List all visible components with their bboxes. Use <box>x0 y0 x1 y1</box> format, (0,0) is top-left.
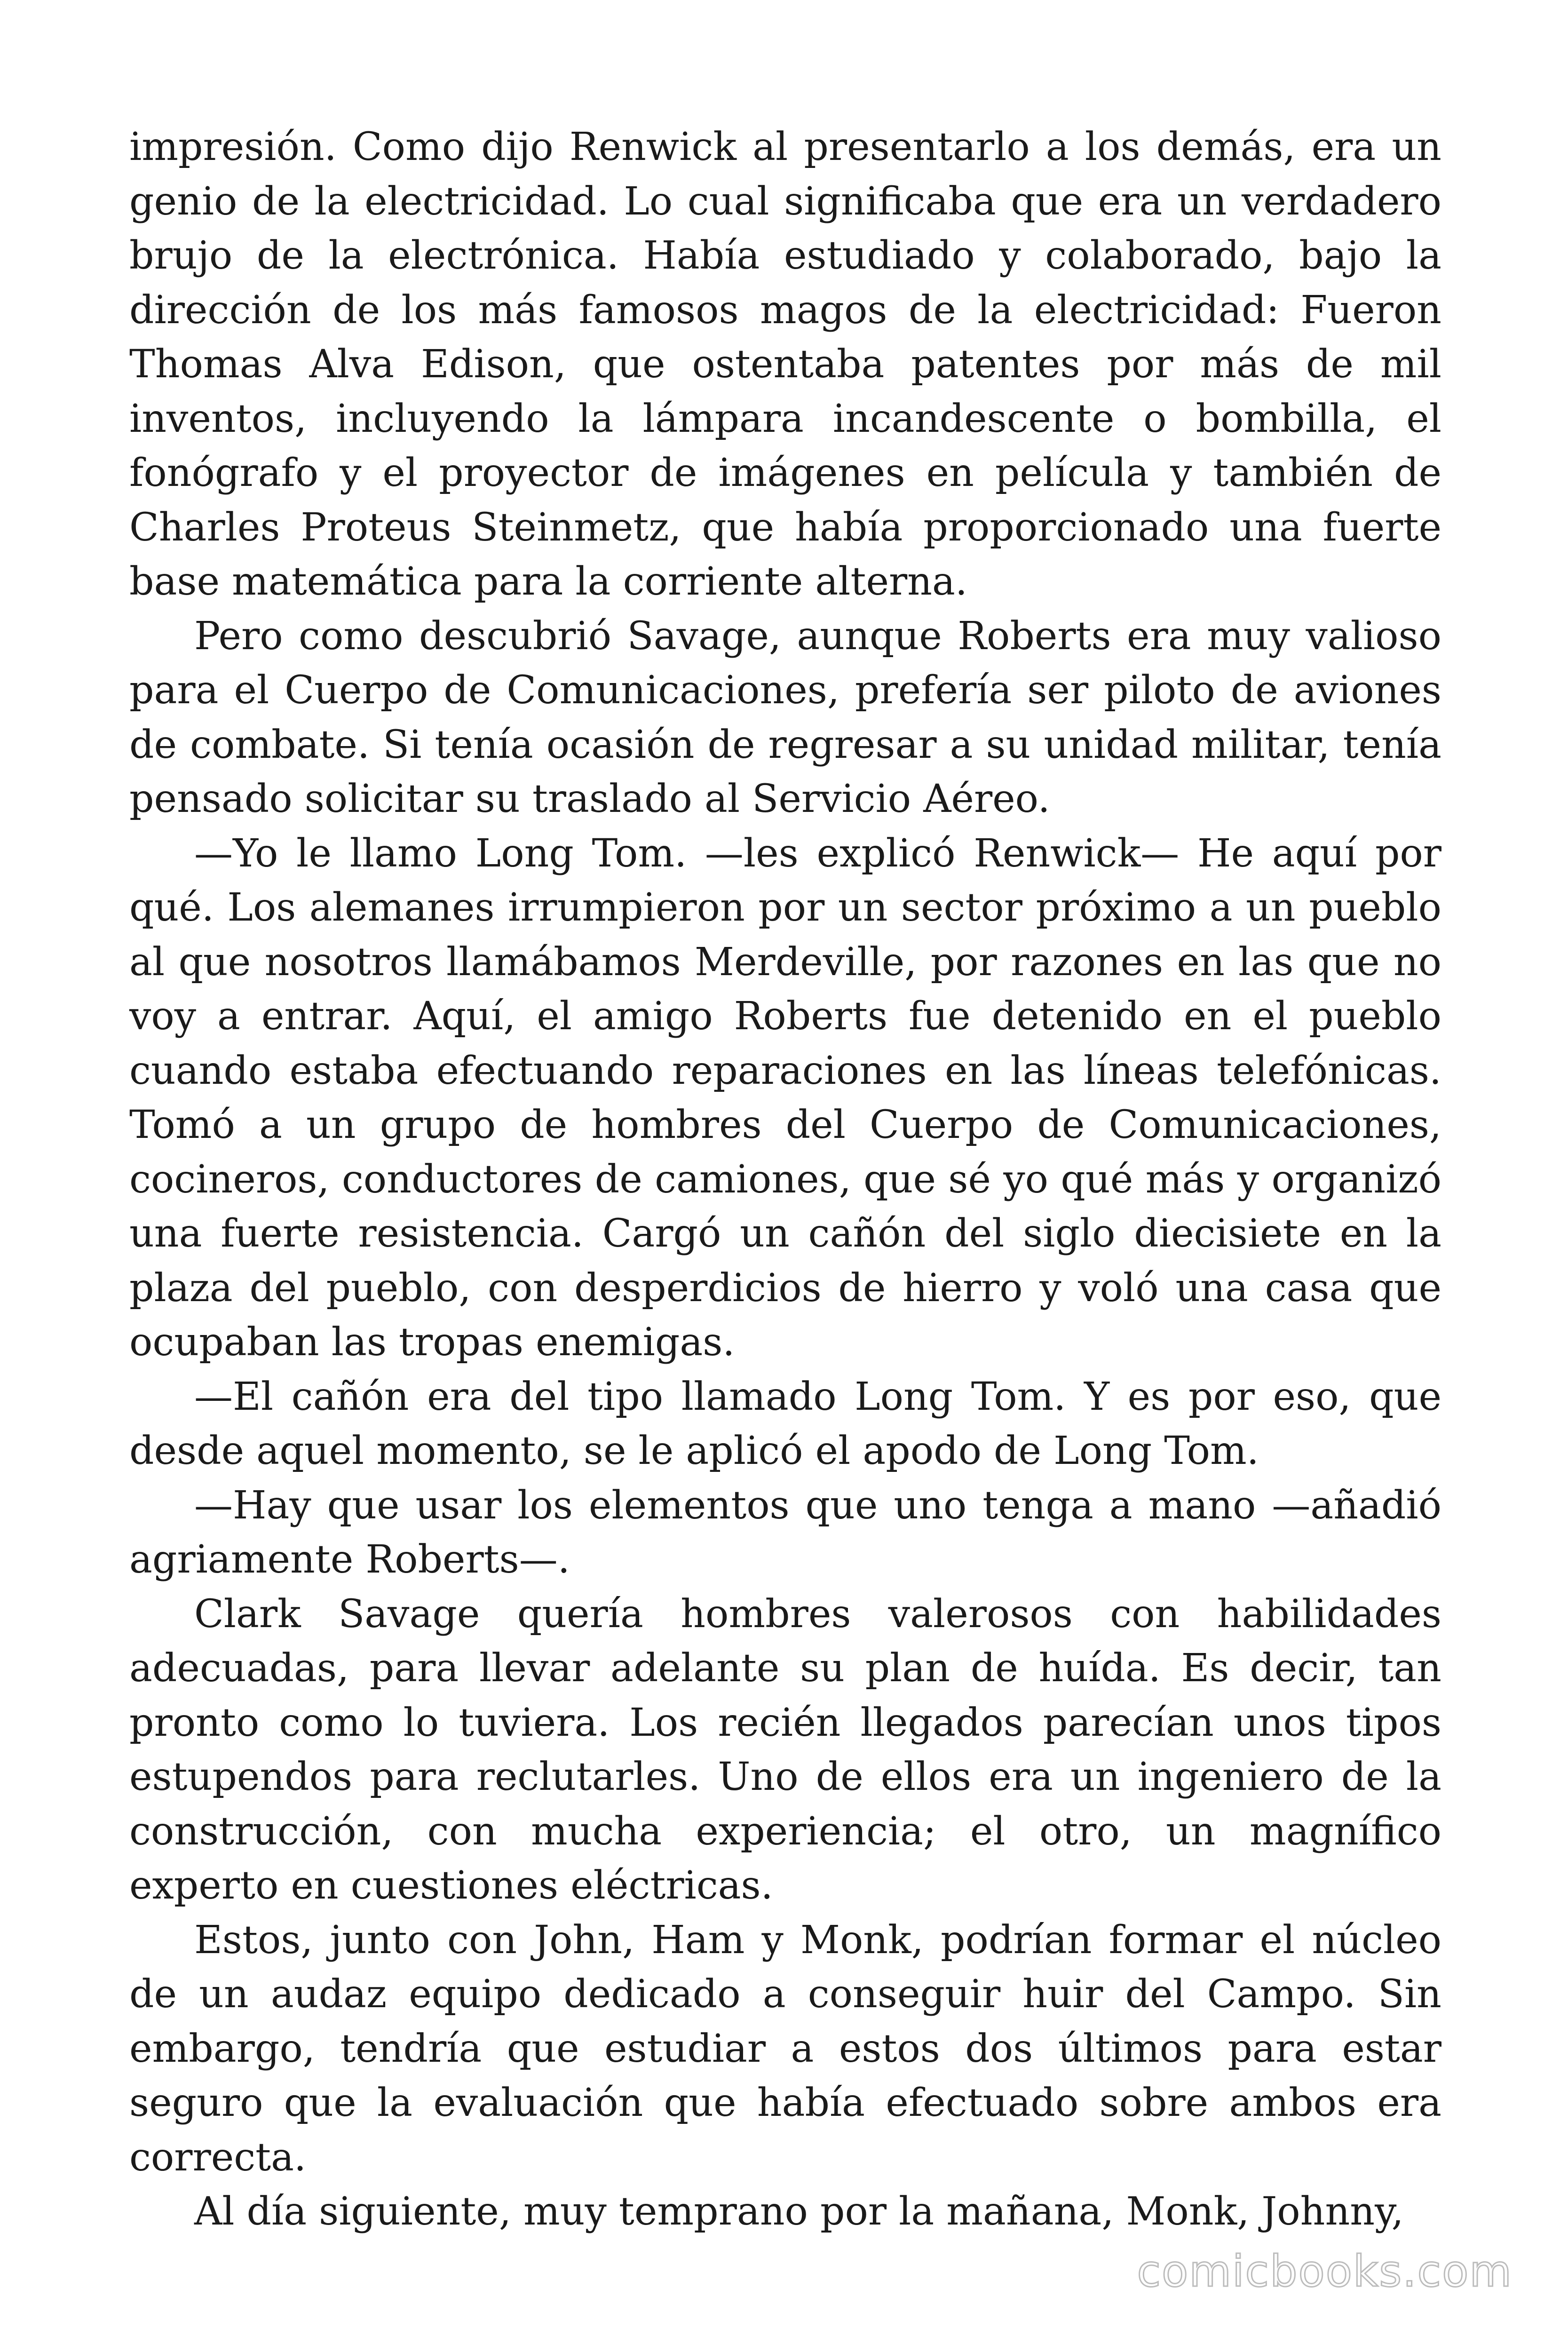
paragraph: —El cañón era del tipo llamado Long Tom. Y es por eso, que desde aquel momento, se le aplicó el apodo de Long Tom. <box>129 1374 1441 1473</box>
body-text <box>129 120 1441 2239</box>
paragraph: Estos, junto con John, Ham y Monk, podrían formar el núcleo de un audaz equipo dedicado a conseguir huir del Campo. Sin embargo, tendría que estudiar a estos dos últimos para estar seguro que la evaluación que había efectuado sobre ambos era correcta. <box>129 1917 1441 2180</box>
paragraph: Al día siguiente, muy temprano por la mañana, Monk, Johnny, <box>194 2189 1404 2234</box>
paragraph: —Yo le llamo Long Tom. —les explicó Renwick— He aquí por qué. Los alemanes irrumpieron por un sector próximo a un pueblo al que nosotros llamábamos Merdeville, por razones en las que no voy a entrar. Aquí, el amigo Roberts fue detenido en el pueblo cuando estaba efectuando reparaciones en las líneas telefónicas. Tomó a un grupo de hombres del Cuerpo de Comunicaciones, cocineros, conductores de camiones, que sé yo qué más y organizó una fuerte resistencia. Cargó un cañón del siglo diecisiete en la plaza del pueblo, con desperdicios de hierro y voló una casa que ocupaban las tropas enemigas. <box>129 831 1441 1365</box>
paragraph: Clark Savage quería hombres valerosos con habilidades adecuadas, para llevar adelante su plan de huída. Es decir, tan pronto como lo tuviera. Los recién llegados parecían unos tipos estupendos para reclutarles. Uno de ellos era un ingeniero de la construcción, con mucha experiencia; el otro, un magnífico experto en cuestiones eléctricas. <box>129 1591 1441 1908</box>
paragraph: Pero como descubrió Savage, aunque Roberts era muy valioso para el Cuerpo de Comunicaciones, prefería ser piloto de aviones de combate. Si tenía ocasión de regresar a su unidad militar, tenía pensado solicitar su traslado al Servicio Aéreo. <box>129 613 1441 821</box>
paragraph: impresión. Como dijo Renwick al presentarlo a los demás, era un genio de la electricidad. Lo cual significaba que era un verdadero brujo de la electrónica. Había estudiado y colaborado, bajo la dirección de los más famosos magos de la electricidad: Fueron Thomas Alva Edison, que ostentaba patentes por más de mil inventos, incluyendo la lámpara incandescente o bombilla, el fonógrafo y el proyector de imágenes en película y también de Charles Proteus Steinmetz, que había proporcionado una fuerte base matemática para la corriente alterna. <box>129 125 1441 604</box>
watermark: comicbooks.com <box>1137 2246 1513 2296</box>
paragraph: —Hay que usar los elementos que uno tenga a mano —añadió agriamente Roberts—. <box>129 1483 1441 1582</box>
